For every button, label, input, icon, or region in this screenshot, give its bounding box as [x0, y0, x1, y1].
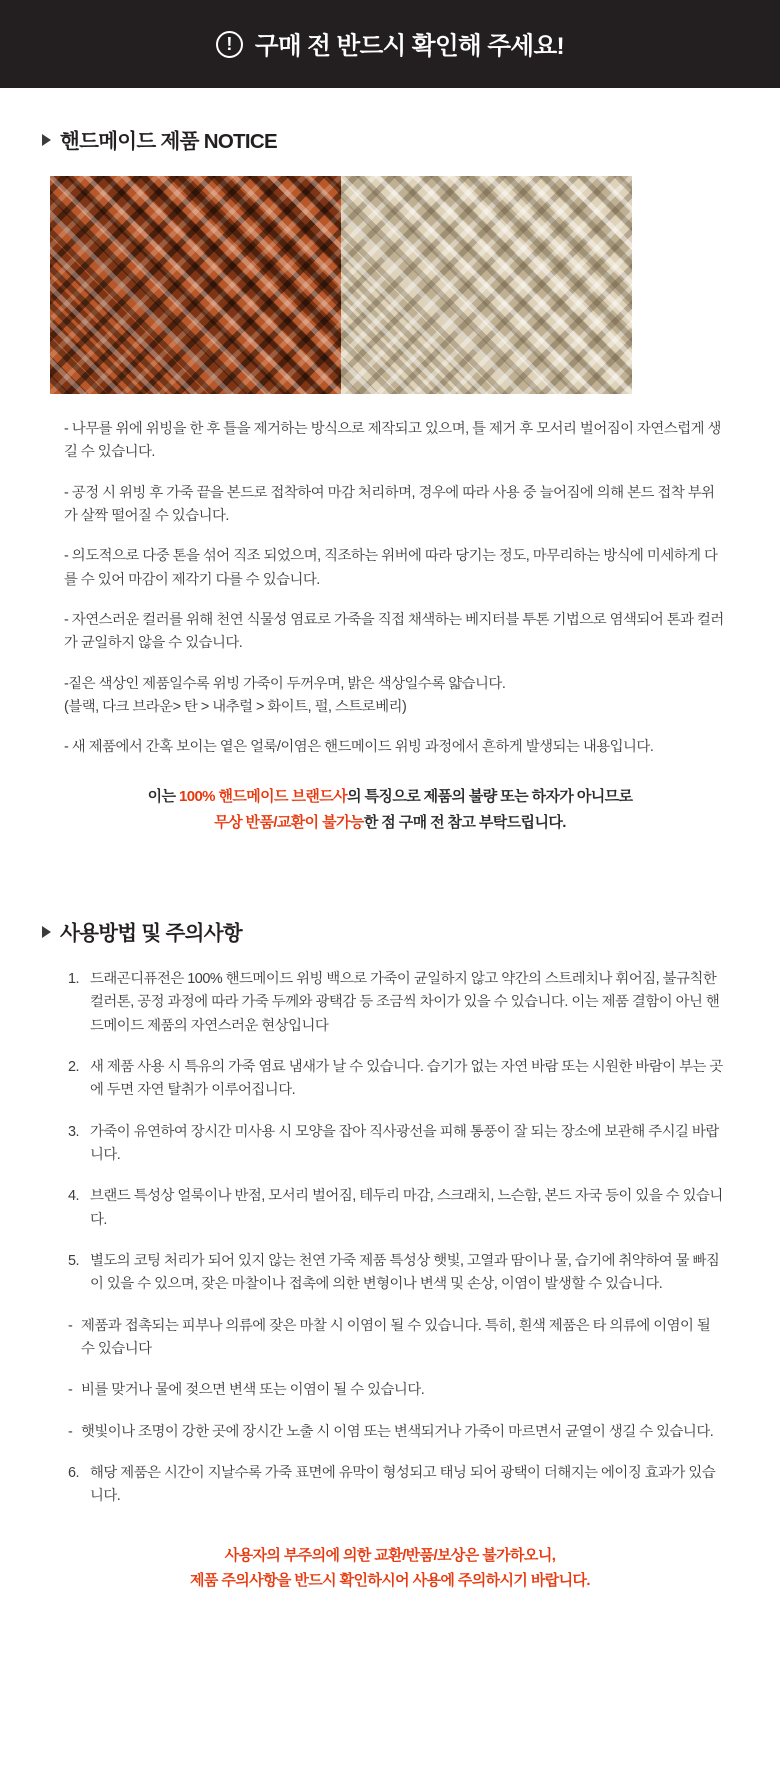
emphasis-line1-post: 의 특징으로 제품의 불량 또는 하자가 아니므로 — [347, 787, 633, 805]
notice-text: - 나무를 위에 위빙을 한 후 틀을 제거하는 방식으로 제작되고 있으며, 틀 제거 후 모서리 벌어짐이 자연스럽게 생길 수 있습니다. — [64, 421, 721, 461]
list-item — [68, 1121, 724, 1168]
notice-content — [0, 124, 780, 1594]
list-item — [68, 1462, 724, 1509]
footer-warning-block — [42, 1543, 738, 1594]
list-text: 별도의 코팅 처리가 되어 있지 않는 천연 가죽 제품 특성상 햇빛, 고열과 땀이나 물, 습기에 취약하여 물 빠짐이 있을 수 있으며, 잦은 마찰이나 접촉에 의한 변형이나 변색 및 손상, 이염이 발생할 수 있습니다. — [90, 1253, 720, 1293]
list-text: 드래곤디퓨전은 100% 핸드메이드 위빙 백으로 가죽이 균일하지 않고 약간의 스트레치나 휘어짐, 불규칙한 컬러톤, 공정 과정에 따라 가죽 두께와 광택감 등 조금씩 차이가 있을 수 있습니다. 이는 제품 결함이 아닌 핸드메이드 제품의 자연스러운 현상입니다 — [90, 971, 720, 1034]
notice-item — [64, 609, 726, 656]
footer-line-1: 사용자의 부주의에 의한 교환/반품/보상은 불가하오니, — [224, 1546, 556, 1564]
list-text: 해당 제품은 시간이 지날수록 가죽 표면에 유막이 형성되고 태닝 되어 광택이 더해지는 에이징 효과가 있습니다. — [90, 1465, 716, 1505]
list-item — [68, 1056, 724, 1103]
emphasis-line-2 — [42, 810, 738, 836]
banner-title: 구매 전 반드시 확인해 주세요! — [254, 32, 565, 60]
list-marker: 5. — [68, 1253, 80, 1270]
usage-caution-list — [42, 968, 738, 1509]
list-item-dash — [68, 1315, 724, 1362]
list-text: 햇빛이나 조명이 강한 곳에 장시간 노출 시 이염 또는 변색되거나 가죽이 마르면서 균열이 생길 수 있습니다. — [81, 1423, 714, 1440]
list-marker: 1. — [68, 971, 80, 988]
list-item — [68, 1250, 724, 1297]
notice-item — [64, 736, 726, 759]
footer-line-2: 제품 주의사항을 반드시 확인하시어 사용에 주의하시기 바랍니다. — [189, 1572, 590, 1590]
list-item — [68, 1185, 724, 1232]
list-marker: 3. — [68, 1123, 80, 1140]
list-item-dash — [68, 1421, 724, 1444]
exclamation-mark: ! — [226, 33, 233, 54]
weave-image-row — [50, 176, 730, 394]
emphasis-line1-pre: 이는 — [147, 787, 179, 805]
emphasis-line1-highlight: 100% 핸드메이드 브랜드사 — [178, 787, 348, 805]
section-heading-handmade-notice — [42, 124, 738, 154]
notice-item — [64, 418, 726, 465]
notice-text: -짙은 색상인 제품일수록 위빙 가죽이 두꺼우며, 밝은 색상일수록 얇습니다. — [64, 675, 506, 692]
notice-subtext: (블랙, 다크 브라운> 탄 > 내추럴 > 화이트, 펄, 스트로베리) — [64, 698, 407, 715]
list-item — [68, 968, 724, 1038]
notice-item — [64, 545, 726, 592]
notice-text: - 의도적으로 다중 톤을 섞어 직조 되었으며, 직조하는 위버에 따라 당기는 정도, 마무리하는 방식에 미세하게 다를 수 있어 마감이 제각기 다를 수 있습니다. — [64, 548, 718, 588]
list-text: 새 제품 사용 시 특유의 가죽 염료 냄새가 날 수 있습니다. 습기가 없는 자연 바람 또는 시원한 바람이 부는 곳에 두면 자연 탈취가 이루어집니다. — [90, 1059, 723, 1099]
emphasis-line-1 — [42, 784, 738, 810]
section-heading-usage-caution — [42, 916, 738, 946]
woven-leather-natural-image — [341, 176, 632, 394]
list-item-dash — [68, 1379, 724, 1402]
triangle-bullet-icon — [42, 134, 51, 146]
list-text: 브랜드 특성상 얼룩이나 반점, 모서리 벌어짐, 테두리 마감, 스크래치, 느슨함, 본드 자국 등이 있을 수 있습니다. — [90, 1188, 723, 1228]
triangle-bullet-icon — [42, 926, 51, 938]
list-text: 비를 맞거나 물에 젖으면 변색 또는 이염이 될 수 있습니다. — [81, 1382, 425, 1399]
notice-text: - 자연스러운 컬러를 위해 천연 식물성 염료로 가죽을 직접 채색하는 베지터블 투톤 기법으로 염색되어 톤과 컬러가 균일하지 않을 수 있습니다. — [64, 611, 724, 652]
handmade-emphasis-block — [42, 784, 738, 837]
notice-item-thickness — [64, 673, 726, 720]
notice-item — [64, 482, 726, 529]
list-marker: - — [68, 1317, 73, 1334]
handmade-notice-list — [42, 418, 738, 760]
list-marker: - — [68, 1382, 73, 1399]
list-text: 가죽이 유연하여 장시간 미사용 시 모양을 잡아 직사광선을 피해 통풍이 잘 되는 장소에 보관해 주시길 바랍니다. — [90, 1123, 719, 1164]
emphasis-line2-post: 한 점 구매 전 참고 부탁드립니다. — [363, 813, 566, 831]
emphasis-line2-highlight: 무상 반품/교환이 불가능 — [214, 813, 364, 831]
list-marker: - — [68, 1423, 73, 1440]
section-spacer — [42, 836, 738, 880]
section-title-text: 핸드메이드 제품 NOTICE — [60, 130, 277, 153]
top-warning-banner — [0, 0, 780, 88]
notice-text: - 새 제품에서 간혹 보이는 옅은 얼룩/이염은 핸드메이드 위빙 과정에서 흔하게 발생되는 내용입니다. — [64, 739, 654, 756]
section-title-text: 사용방법 및 주의사항 — [60, 922, 242, 946]
exclamation-circle-icon — [216, 31, 243, 58]
notice-text: - 공정 시 위빙 후 가죽 끝을 본드로 접착하여 마감 처리하며, 경우에 따라 사용 중 늘어짐에 의해 본드 접착 부위가 살짝 떨어질 수 있습니다. — [64, 484, 715, 524]
list-marker: 2. — [68, 1059, 80, 1076]
woven-leather-brown-image — [50, 176, 341, 394]
list-text: 제품과 접촉되는 피부나 의류에 잦은 마찰 시 이염이 될 수 있습니다. 특히, 흰색 제품은 타 의류에 이염이 될 수 있습니다 — [81, 1317, 711, 1358]
list-marker: 6. — [68, 1465, 80, 1482]
notice-text-group — [64, 673, 726, 720]
list-marker: 4. — [68, 1188, 80, 1205]
